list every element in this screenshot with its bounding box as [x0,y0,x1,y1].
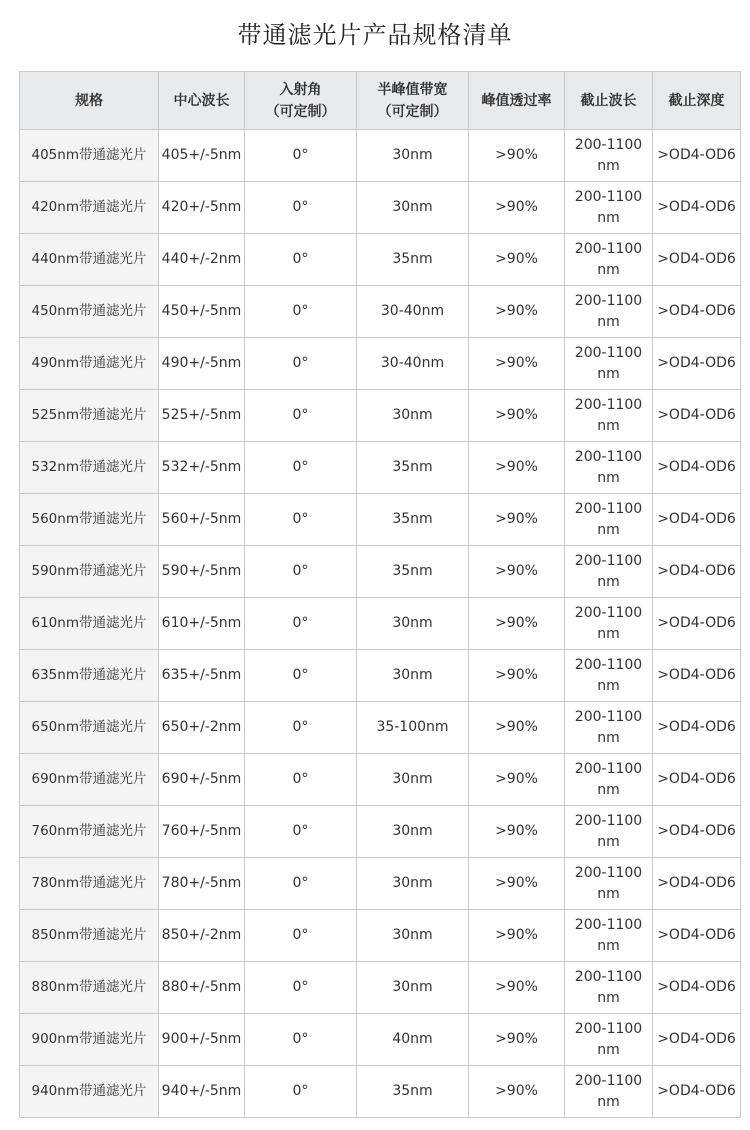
cell-peak-transmission: >90% [469,234,565,286]
cell-incident-angle: 0° [245,806,357,858]
table-row [20,598,741,650]
spec-table [19,71,741,1118]
cell-center-wavelength: 850+/-2nm [159,910,245,962]
cell-peak-transmission: >90% [469,338,565,390]
header-incident-angle-note: （可定制） [265,103,336,120]
cell-cutoff-wavelength: 200-1100nm [565,1066,653,1118]
cell-center-wavelength: 610+/-5nm [159,598,245,650]
cell-cutoff-wavelength: 200-1100nm [565,286,653,338]
header-peak-transmission: 峰值透过率 [469,72,565,130]
cell-center-wavelength: 590+/-5nm [159,546,245,598]
cell-center-wavelength: 900+/-5nm [159,1014,245,1066]
cell-peak-transmission: >90% [469,598,565,650]
cell-cutoff-depth: >OD4-OD6 [653,286,741,338]
cell-center-wavelength: 880+/-5nm [159,962,245,1014]
header-fwhm-label: 半峰值带宽 [377,81,448,98]
cell-fwhm: 30nm [357,754,469,806]
cell-spec: 880nm带通滤光片 [20,962,159,1014]
table-row [20,546,741,598]
header-center-wavelength: 中心波长 [159,72,245,130]
cell-cutoff-wavelength: 200-1100nm [565,910,653,962]
cell-spec: 490nm带通滤光片 [20,338,159,390]
cell-spec: 650nm带通滤光片 [20,702,159,754]
cell-peak-transmission: >90% [469,754,565,806]
cell-cutoff-depth: >OD4-OD6 [653,182,741,234]
cell-incident-angle: 0° [245,858,357,910]
table-row [20,962,741,1014]
table-row [20,130,741,182]
table-row [20,754,741,806]
cell-fwhm: 35nm [357,546,469,598]
cell-peak-transmission: >90% [469,702,565,754]
cell-spec: 760nm带通滤光片 [20,806,159,858]
header-fwhm [357,72,469,130]
cell-cutoff-wavelength: 200-1100nm [565,1014,653,1066]
cell-cutoff-wavelength: 200-1100nm [565,442,653,494]
cell-center-wavelength: 532+/-5nm [159,442,245,494]
cell-cutoff-depth: >OD4-OD6 [653,806,741,858]
cell-peak-transmission: >90% [469,806,565,858]
cell-peak-transmission: >90% [469,494,565,546]
table-row [20,650,741,702]
cell-incident-angle: 0° [245,962,357,1014]
cell-spec: 690nm带通滤光片 [20,754,159,806]
cell-cutoff-wavelength: 200-1100nm [565,702,653,754]
cell-cutoff-depth: >OD4-OD6 [653,910,741,962]
cell-fwhm: 35nm [357,234,469,286]
cell-fwhm: 30nm [357,858,469,910]
cell-peak-transmission: >90% [469,650,565,702]
table-row [20,442,741,494]
cell-spec: 532nm带通滤光片 [20,442,159,494]
cell-incident-angle: 0° [245,754,357,806]
cell-cutoff-depth: >OD4-OD6 [653,442,741,494]
cell-cutoff-depth: >OD4-OD6 [653,130,741,182]
cell-center-wavelength: 420+/-5nm [159,182,245,234]
cell-fwhm: 35nm [357,1066,469,1118]
cell-cutoff-wavelength: 200-1100nm [565,754,653,806]
table-row [20,286,741,338]
header-cutoff-depth: 截止深度 [653,72,741,130]
cell-center-wavelength: 405+/-5nm [159,130,245,182]
cell-peak-transmission: >90% [469,858,565,910]
cell-incident-angle: 0° [245,494,357,546]
cell-spec: 440nm带通滤光片 [20,234,159,286]
cell-incident-angle: 0° [245,546,357,598]
cell-peak-transmission: >90% [469,130,565,182]
cell-incident-angle: 0° [245,286,357,338]
cell-cutoff-depth: >OD4-OD6 [653,234,741,286]
cell-cutoff-depth: >OD4-OD6 [653,598,741,650]
cell-center-wavelength: 690+/-5nm [159,754,245,806]
cell-spec: 635nm带通滤光片 [20,650,159,702]
cell-spec: 850nm带通滤光片 [20,910,159,962]
table-row [20,1014,741,1066]
table-row [20,1066,741,1118]
cell-peak-transmission: >90% [469,286,565,338]
cell-cutoff-wavelength: 200-1100nm [565,130,653,182]
cell-cutoff-wavelength: 200-1100nm [565,182,653,234]
cell-incident-angle: 0° [245,1066,357,1118]
cell-center-wavelength: 560+/-5nm [159,494,245,546]
header-cutoff-wavelength: 截止波长 [565,72,653,130]
cell-center-wavelength: 490+/-5nm [159,338,245,390]
cell-peak-transmission: >90% [469,1014,565,1066]
cell-fwhm: 40nm [357,1014,469,1066]
cell-incident-angle: 0° [245,390,357,442]
cell-cutoff-wavelength: 200-1100nm [565,962,653,1014]
cell-incident-angle: 0° [245,598,357,650]
table-row [20,806,741,858]
cell-fwhm: 30nm [357,650,469,702]
cell-cutoff-depth: >OD4-OD6 [653,702,741,754]
cell-peak-transmission: >90% [469,962,565,1014]
cell-spec: 590nm带通滤光片 [20,546,159,598]
header-spec: 规格 [20,72,159,130]
cell-center-wavelength: 525+/-5nm [159,390,245,442]
cell-fwhm: 30nm [357,130,469,182]
cell-fwhm: 35-100nm [357,702,469,754]
header-fwhm-note: （可定制） [377,103,448,120]
cell-cutoff-depth: >OD4-OD6 [653,546,741,598]
cell-incident-angle: 0° [245,910,357,962]
cell-cutoff-depth: >OD4-OD6 [653,1014,741,1066]
cell-peak-transmission: >90% [469,442,565,494]
cell-cutoff-wavelength: 200-1100nm [565,494,653,546]
table-row [20,858,741,910]
table-row [20,338,741,390]
cell-fwhm: 35nm [357,442,469,494]
cell-spec: 405nm带通滤光片 [20,130,159,182]
table-row [20,182,741,234]
cell-fwhm: 30-40nm [357,338,469,390]
cell-fwhm: 30nm [357,598,469,650]
table-header-row [20,72,741,130]
cell-fwhm: 30nm [357,962,469,1014]
page-title: 带通滤光片产品规格清单 [237,21,513,49]
cell-incident-angle: 0° [245,338,357,390]
cell-spec: 780nm带通滤光片 [20,858,159,910]
cell-cutoff-depth: >OD4-OD6 [653,494,741,546]
cell-spec: 610nm带通滤光片 [20,598,159,650]
cell-center-wavelength: 650+/-2nm [159,702,245,754]
cell-fwhm: 30nm [357,806,469,858]
cell-incident-angle: 0° [245,182,357,234]
cell-spec: 900nm带通滤光片 [20,1014,159,1066]
cell-cutoff-wavelength: 200-1100nm [565,338,653,390]
cell-cutoff-depth: >OD4-OD6 [653,858,741,910]
cell-incident-angle: 0° [245,650,357,702]
cell-cutoff-wavelength: 200-1100nm [565,546,653,598]
cell-fwhm: 30nm [357,390,469,442]
cell-spec: 525nm带通滤光片 [20,390,159,442]
cell-cutoff-wavelength: 200-1100nm [565,806,653,858]
cell-center-wavelength: 440+/-2nm [159,234,245,286]
cell-fwhm: 30-40nm [357,286,469,338]
table-row [20,910,741,962]
cell-cutoff-wavelength: 200-1100nm [565,234,653,286]
cell-cutoff-wavelength: 200-1100nm [565,390,653,442]
cell-cutoff-wavelength: 200-1100nm [565,650,653,702]
cell-peak-transmission: >90% [469,390,565,442]
cell-peak-transmission: >90% [469,546,565,598]
cell-center-wavelength: 635+/-5nm [159,650,245,702]
cell-peak-transmission: >90% [469,910,565,962]
table-row [20,702,741,754]
cell-cutoff-wavelength: 200-1100nm [565,858,653,910]
cell-center-wavelength: 760+/-5nm [159,806,245,858]
cell-incident-angle: 0° [245,1014,357,1066]
cell-fwhm: 30nm [357,182,469,234]
cell-center-wavelength: 780+/-5nm [159,858,245,910]
cell-spec: 420nm带通滤光片 [20,182,159,234]
cell-incident-angle: 0° [245,702,357,754]
cell-center-wavelength: 450+/-5nm [159,286,245,338]
cell-peak-transmission: >90% [469,1066,565,1118]
cell-cutoff-depth: >OD4-OD6 [653,962,741,1014]
cell-spec: 560nm带通滤光片 [20,494,159,546]
cell-fwhm: 30nm [357,910,469,962]
header-incident-angle-label: 入射角 [279,81,322,98]
cell-cutoff-depth: >OD4-OD6 [653,650,741,702]
cell-incident-angle: 0° [245,234,357,286]
table-body [20,130,741,1118]
cell-spec: 450nm带通滤光片 [20,286,159,338]
cell-cutoff-depth: >OD4-OD6 [653,1066,741,1118]
cell-incident-angle: 0° [245,442,357,494]
cell-cutoff-depth: >OD4-OD6 [653,754,741,806]
cell-cutoff-wavelength: 200-1100nm [565,598,653,650]
cell-peak-transmission: >90% [469,182,565,234]
header-incident-angle [245,72,357,130]
cell-cutoff-depth: >OD4-OD6 [653,390,741,442]
cell-cutoff-depth: >OD4-OD6 [653,338,741,390]
cell-center-wavelength: 940+/-5nm [159,1066,245,1118]
table-row [20,390,741,442]
cell-fwhm: 35nm [357,494,469,546]
cell-incident-angle: 0° [245,130,357,182]
cell-spec: 940nm带通滤光片 [20,1066,159,1118]
table-row [20,494,741,546]
table-row [20,234,741,286]
